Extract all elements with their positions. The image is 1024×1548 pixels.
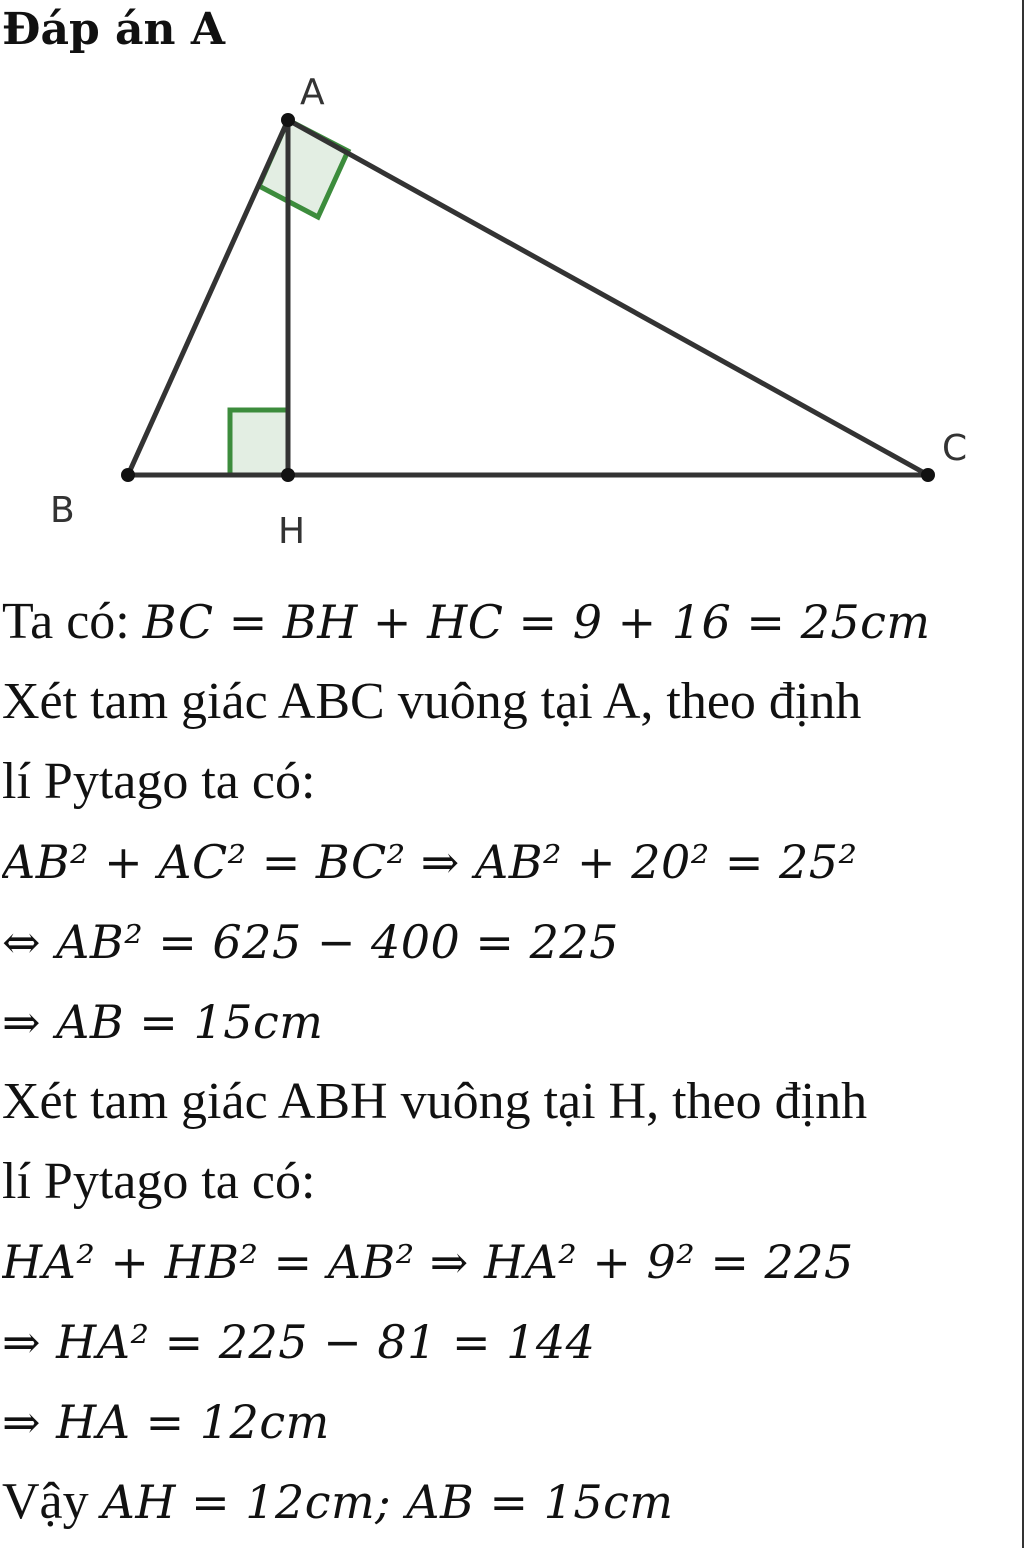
vertex-c (921, 468, 935, 482)
label-a: A (300, 72, 325, 113)
vertex-b (121, 468, 135, 482)
solution-line-8: lí Pytago ta có: (2, 1153, 316, 1210)
side-ac (288, 120, 928, 475)
solution-line-4: AB² + AC² = BC² ⇒ AB² + 20² = 25² (2, 835, 858, 889)
line-1-math: BC = BH + HC = 9 + 16 = 25cm (142, 595, 931, 649)
solution-line-12 (2, 1462, 1020, 1542)
solution-text (2, 582, 1020, 1542)
solution-line-1 (2, 582, 1020, 662)
answer-heading: Đáp án A (2, 4, 226, 55)
label-h: H (278, 511, 306, 552)
solution-line-11: ⇒ HA = 12cm (2, 1395, 330, 1449)
triangle-figure (0, 60, 1024, 570)
line-1-text: Ta có: (2, 593, 143, 650)
solution-line-3: lí Pytago ta có: (2, 753, 316, 810)
label-b: B (50, 490, 75, 531)
solution-line-6: ⇒ AB = 15cm (2, 995, 324, 1049)
line-12-math: AH = 12cm; AB = 15cm (101, 1475, 674, 1529)
line-12-text: Vậy (2, 1473, 102, 1530)
right-angle-marker-h (230, 410, 288, 475)
triangle-diagram (0, 60, 1024, 570)
solution-line-5: ⇔ AB² = 625 − 400 = 225 (2, 915, 619, 969)
solution-line-2: Xét tam giác ABC vuông tại A, theo định (2, 673, 862, 730)
right-angle-marker-a (259, 120, 348, 217)
solution-line-10: ⇒ HA² = 225 − 81 = 144 (2, 1315, 596, 1369)
solution-line-9: HA² + HB² = AB² ⇒ HA² + 9² = 225 (2, 1235, 854, 1289)
vertex-a (281, 113, 295, 127)
label-c: C (942, 428, 968, 469)
solution-line-7: Xét tam giác ABH vuông tại H, theo định (2, 1073, 868, 1130)
vertex-h (281, 468, 295, 482)
